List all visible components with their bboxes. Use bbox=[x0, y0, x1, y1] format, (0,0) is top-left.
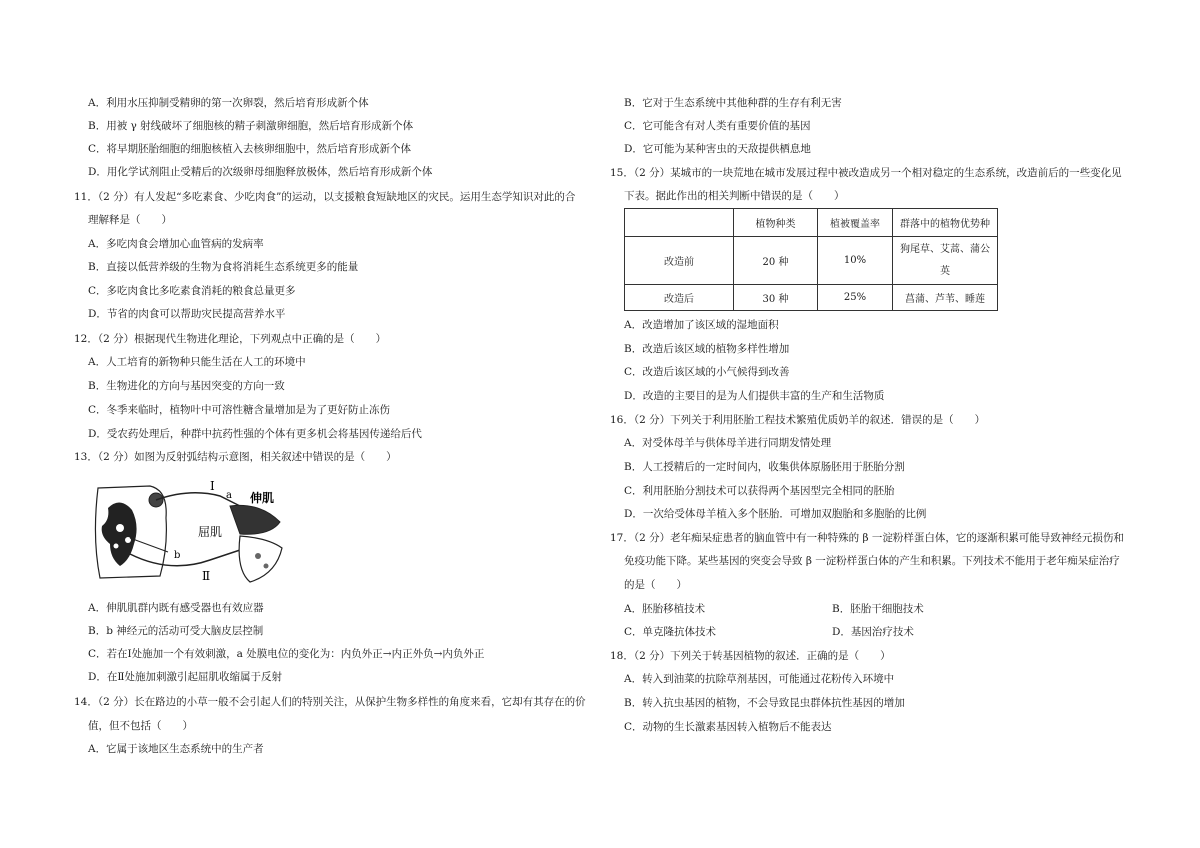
q15-option-c: C．改造后该区域的小气候得到改善 bbox=[624, 366, 790, 378]
q15-option-b: B．改造后该区域的植物多样性增加 bbox=[624, 343, 790, 355]
flexor-muscle bbox=[239, 536, 282, 582]
q11-stem-line2: 理解释是（ ） bbox=[88, 214, 172, 226]
cell-body-1 bbox=[116, 524, 124, 532]
q15-option-d: D．改造的主要目的是为人们提供丰富的生产和生活物质 bbox=[624, 390, 885, 402]
cell-body-3 bbox=[114, 544, 119, 549]
q11-stem-line1: 11．（2 分）有人发起“多吃素食、少吃肉食”的运动，以支援粮食短缺地区的灾民。运用生态学知识对此的合 bbox=[74, 191, 576, 203]
q17-option-a: A．胚胎移植技术 bbox=[624, 603, 706, 615]
q14-option-b: B．它对于生态系统中其他种群的生存有利无害 bbox=[624, 97, 842, 109]
table-cell: 改造后 bbox=[625, 285, 734, 311]
label-I: Ⅰ bbox=[210, 479, 215, 493]
q17-option-b: B．胚胎干细胞技术 bbox=[832, 603, 924, 615]
table-row bbox=[625, 237, 998, 285]
reflex-arc-diagram bbox=[90, 478, 290, 588]
q12-option-b: B．生物进化的方向与基因突变的方向一致 bbox=[88, 380, 285, 392]
q14-option-a: A．它属于该地区生态系统中的生产者 bbox=[88, 743, 264, 755]
q16-option-c: C．利用胚胎分割技术可以获得两个基因型完全相同的胚胎 bbox=[624, 485, 895, 497]
q10-option-b: B．用被 γ 射线破坏了细胞核的精子刺激卵细胞，然后培育形成新个体 bbox=[88, 120, 414, 132]
q17-stem-line3: 的是（ ） bbox=[624, 579, 687, 591]
q13-option-c: C．若在Ⅰ处施加一个有效刺激，a 处膜电位的变化为：内负外正→内正外负→内负外正 bbox=[88, 648, 485, 660]
q12-option-d: D．受农药处理后，种群中抗药性强的个体有更多机会将基因传递给后代 bbox=[88, 428, 422, 440]
q11-option-b: B．直接以低营养级的生物为食将消耗生态系统更多的能量 bbox=[88, 261, 359, 273]
flexor-spot-2 bbox=[264, 564, 269, 569]
q17-option-d: D．基因治疗技术 bbox=[832, 626, 914, 638]
label-b: b bbox=[174, 550, 181, 561]
label-II: Ⅱ bbox=[202, 569, 211, 583]
q13-option-b: B．b 神经元的活动可受大脑皮层控制 bbox=[88, 625, 264, 637]
table-header-cell: 植物种类 bbox=[734, 209, 818, 237]
table-cell: 改造前 bbox=[625, 237, 734, 285]
label-a: a bbox=[226, 490, 232, 501]
q10-option-d: D．用化学试剂阻止受精后的次级卵母细胞释放极体，然后培育形成新个体 bbox=[88, 166, 433, 178]
table-header-cell: 群落中的植物优势种 bbox=[893, 209, 998, 237]
q10-option-a: A．利用水压抑制受精卵的第一次卵裂，然后培育形成新个体 bbox=[88, 97, 369, 109]
q12-stem: 12．（2 分）根据现代生物进化理论，下列观点中正确的是（ ） bbox=[74, 333, 387, 345]
label-flexor: 屈肌 bbox=[198, 525, 223, 539]
q13-stem: 13．（2 分）如图为反射弧结构示意图，相关叙述中错误的是（ ） bbox=[74, 451, 397, 463]
table-cell: 25% bbox=[818, 285, 893, 311]
q16-option-b: B．人工授精后的一定时间内，收集供体原肠胚用于胚胎分割 bbox=[624, 461, 905, 473]
q16-option-d: D．一次给受体母羊植入多个胚胎．可增加双胞胎和多胞胎的比例 bbox=[624, 508, 927, 520]
q18-stem: 18．（2 分）下列关于转基因植物的叙述．正确的是（ ） bbox=[610, 650, 891, 662]
q14-option-c: C．它可能含有对人类有重要价值的基因 bbox=[624, 120, 811, 132]
table-cell: 20 种 bbox=[734, 237, 818, 285]
q16-option-a: A．对受体母羊与供体母羊进行同期发情处理 bbox=[624, 437, 832, 449]
q18-option-c: C．动物的生长激素基因转入植物后不能表达 bbox=[624, 721, 832, 733]
q15-option-a: A．改造增加了该区域的湿地面积 bbox=[624, 319, 779, 331]
q11-option-a: A．多吃肉食会增加心血管病的发病率 bbox=[88, 238, 264, 250]
label-extensor: 伸肌 bbox=[250, 491, 275, 505]
q15-stem-line1: 15．（2 分）某城市的一块荒地在城市发展过程中被改造成另一个相对稳定的生态系统，改造前后的一些变化见 bbox=[610, 167, 1122, 179]
table-cell: 菖蒲、芦苇、睡莲 bbox=[893, 285, 998, 311]
table-row bbox=[625, 285, 998, 311]
q17-stem-line2: 免疫功能下降。某些基因的突变会导致 β 一淀粉样蛋白体的产生和积累。下列技术不能用于老年痴呆症治疗 bbox=[624, 555, 1120, 567]
q12-option-c: C．冬季来临时，植物叶中可溶性糖含量增加是为了更好防止冻伤 bbox=[88, 404, 391, 416]
table-header-row bbox=[625, 209, 998, 237]
table-cell: 30 种 bbox=[734, 285, 818, 311]
q14-option-d: D．它可能为某种害虫的天敌提供栖息地 bbox=[624, 143, 811, 155]
extensor-muscle bbox=[230, 505, 280, 534]
q17-stem-line1: 17．（2 分）老年痴呆症患者的脑血管中有一种特殊的 β 一淀粉样蛋白体，它的逐渐积累可能导致神经元损伤和 bbox=[610, 532, 1124, 544]
q17-option-c: C．单克隆抗体技术 bbox=[624, 626, 717, 638]
q11-option-d: D．节省的肉食可以帮助灾民提高营养水平 bbox=[88, 308, 286, 320]
q14-stem-line2: 值，但不包括（ ） bbox=[88, 720, 193, 732]
q13-option-a: A．伸肌肌群内既有感受器也有效应器 bbox=[88, 602, 264, 614]
q14-stem-line1: 14．（2 分）长在路边的小草一般不会引起人们的特别关注，从保护生物多样性的角度来看，它却有其存在的价 bbox=[74, 696, 586, 708]
q18-option-a: A．转入到油菜的抗除草剂基因，可能通过花粉传入环境中 bbox=[624, 673, 895, 685]
table-header-cell bbox=[625, 209, 734, 237]
q10-option-c: C．将早期胚胎细胞的细胞核植入去核卵细胞中，然后培育形成新个体 bbox=[88, 143, 412, 155]
q18-option-b: B．转入抗虫基因的植物，不会导致昆虫群体抗性基因的增加 bbox=[624, 697, 905, 709]
flexor-spot-1 bbox=[255, 553, 261, 559]
table-cell: 10% bbox=[818, 237, 893, 285]
table-header-cell: 植被覆盖率 bbox=[818, 209, 893, 237]
q12-option-a: A．人工培育的新物种只能生活在人工的环境中 bbox=[88, 356, 306, 368]
q15-stem-line2: 下表。据此作出的相关判断中错误的是（ ） bbox=[624, 190, 845, 202]
q13-option-d: D．在Ⅱ处施加刺激引起屈肌收缩属于反射 bbox=[88, 671, 283, 683]
q15-table bbox=[624, 208, 998, 311]
table-cell: 狗尾草、艾蒿、蒲公英 bbox=[893, 237, 998, 285]
q16-stem: 16．（2 分）下列关于利用胚胎工程技术繁殖优质奶羊的叙述．错误的是（ ） bbox=[610, 414, 986, 426]
q11-option-c: C．多吃肉食比多吃素食消耗的粮食总量更多 bbox=[88, 285, 296, 297]
